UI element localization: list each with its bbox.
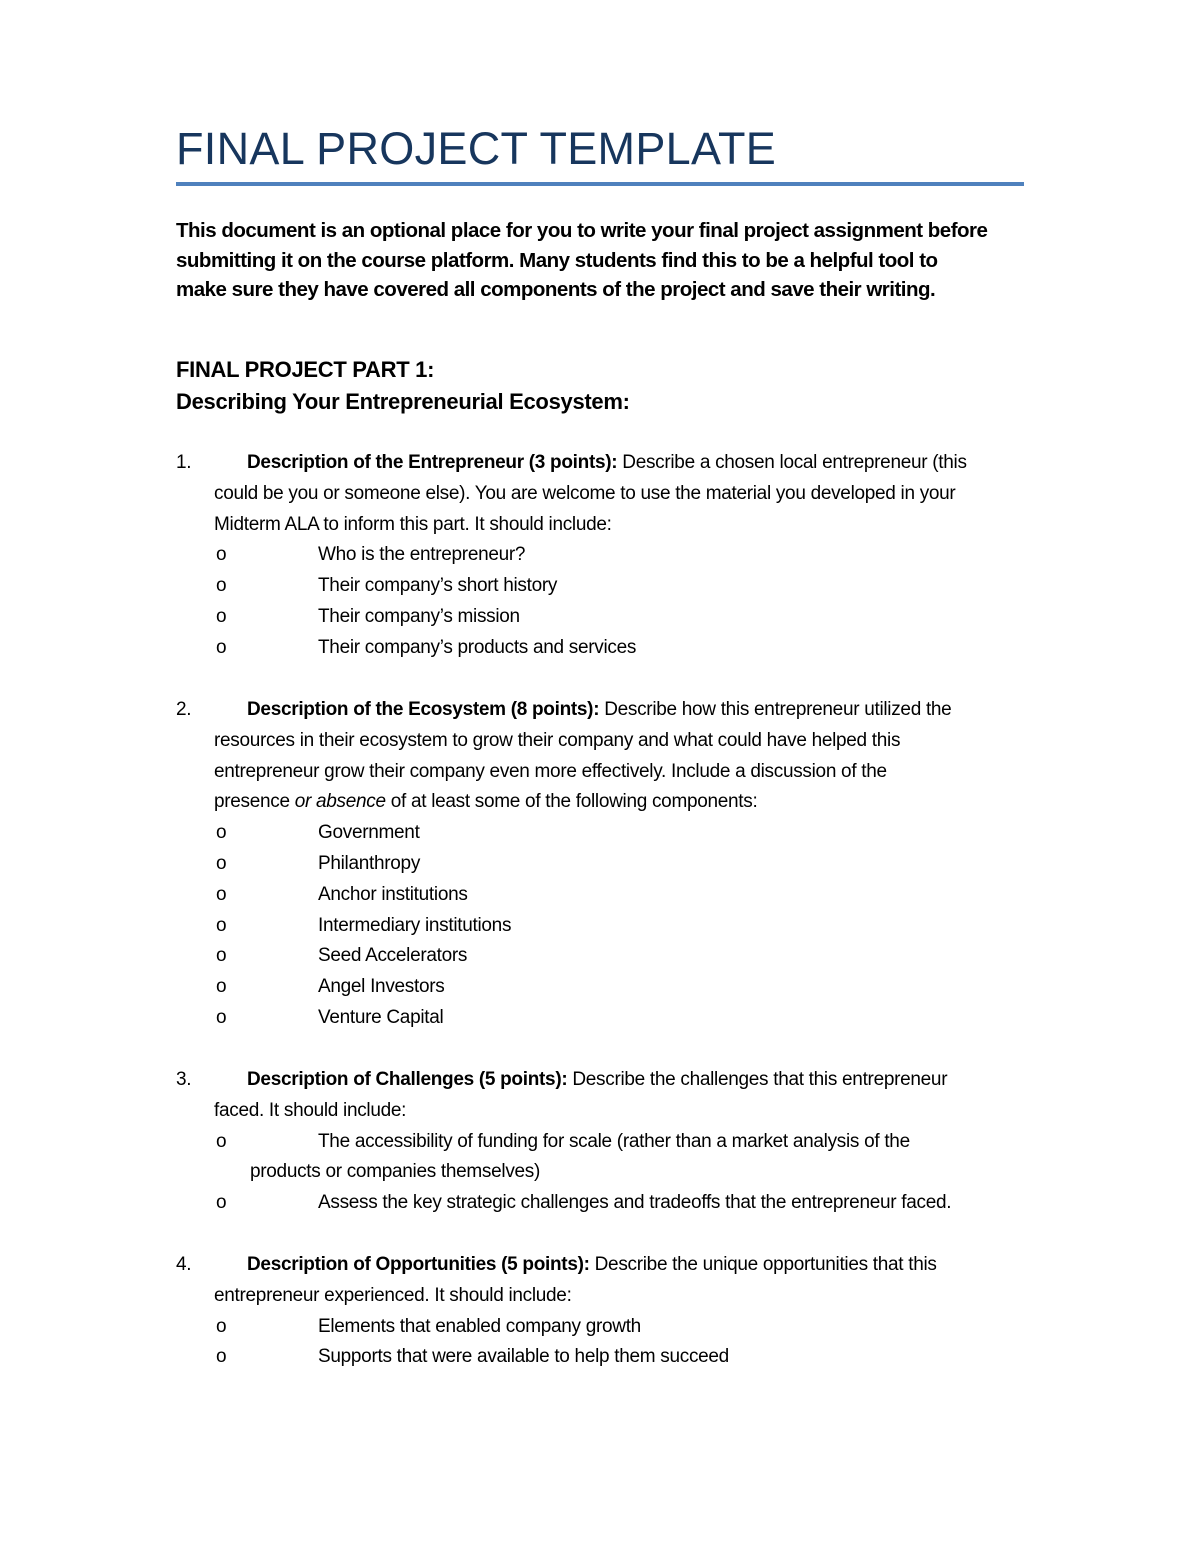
section-first-line: [176, 1065, 1036, 1096]
section-text: Describe the unique opportunities that this: [589, 1254, 937, 1275]
bullet-marker: o: [216, 1192, 227, 1214]
section-text: Describe the challenges that this entrepreneur: [567, 1069, 948, 1090]
section-label: Description of Opportunities (5 points):: [247, 1254, 590, 1275]
section-text-line: could be you or someone else). You are welcome to use the material you developed in your: [214, 482, 956, 504]
bullet-marker: o: [216, 636, 227, 658]
section-4: [176, 1250, 1036, 1373]
list-item-text: Who is the entrepreneur?: [318, 544, 526, 566]
list-item: [176, 1312, 1036, 1343]
intro-line: This document is an optional place for you to write your final project assignment before: [176, 219, 988, 242]
bullet-marker: o: [216, 1130, 227, 1152]
section-text-italic: or absence: [294, 791, 386, 813]
list-item: [176, 849, 1036, 880]
section-number: 3.: [176, 1069, 192, 1090]
section-number: 2.: [176, 699, 192, 720]
section-2: [176, 695, 1036, 1034]
list-item: [176, 571, 1036, 602]
section-text: Describe how this entrepreneur utilized the: [599, 699, 952, 720]
list-item-text: Intermediary institutions: [318, 914, 512, 936]
section-text: presence: [214, 791, 295, 813]
section-text: Describe a chosen local entrepreneur (this: [617, 452, 967, 473]
part-heading: [176, 354, 630, 418]
bullet-marker: o: [216, 914, 227, 936]
section-text-line: [176, 787, 1036, 818]
list-item: [176, 602, 1036, 633]
part-heading-line1: FINAL PROJECT PART 1:: [176, 357, 435, 382]
section-text-line: Midterm ALA to inform this part. It should include:: [214, 513, 612, 535]
list-item-text: Elements that enabled company growth: [318, 1315, 641, 1337]
list-item-text: Their company’s short history: [318, 575, 558, 597]
section-label: Description of Challenges (5 points):: [247, 1069, 568, 1090]
bullet-marker: o: [216, 852, 227, 874]
bullet-marker: o: [216, 883, 227, 905]
section-number: 4.: [176, 1254, 192, 1275]
bullet-marker: o: [216, 544, 227, 566]
section-1: [176, 448, 1036, 664]
section-text-line: resources in their ecosystem to grow their company and what could have helped this: [214, 729, 901, 751]
list-item-text: Seed Accelerators: [318, 945, 468, 967]
intro-line: submitting it on the course platform. Many students find this to be a helpful tool to: [176, 248, 938, 272]
list-item-text: Their company’s products and services: [318, 636, 637, 658]
section-text: of at least some of the following components:: [385, 791, 758, 813]
bullet-marker: o: [216, 1346, 227, 1368]
section-text-line: entrepreneur grow their company even more effectively. Include a discussion of the: [214, 760, 887, 782]
section-text-line: faced. It should include:: [214, 1099, 407, 1121]
intro-paragraph: [176, 216, 1036, 305]
list-item-continuation: products or companies themselves): [250, 1161, 541, 1183]
section-number: 1.: [176, 452, 192, 473]
list-item: [176, 972, 1036, 1003]
title-underline: [176, 182, 1024, 186]
list-item-text: Angel Investors: [318, 976, 445, 998]
list-item-text: Philanthropy: [318, 852, 421, 874]
list-item-text: The accessibility of funding for scale (rather than a market analysis of the: [318, 1130, 910, 1152]
list-item: [176, 911, 1036, 942]
list-item-text: Venture Capital: [318, 1006, 444, 1028]
bullet-marker: o: [216, 1315, 227, 1337]
list-item: [176, 1188, 1036, 1219]
bullet-marker: o: [216, 1006, 227, 1028]
list-item-text: Supports that were available to help them succeed: [318, 1346, 729, 1368]
list-item-text: Their company’s mission: [318, 605, 520, 627]
list-item-text: Assess the key strategic challenges and tradeoffs that the entrepreneur faced.: [318, 1192, 952, 1214]
bullet-marker: o: [216, 945, 227, 967]
bullet-marker: o: [216, 575, 227, 597]
intro-line: make sure they have covered all components of the project and save their writing.: [176, 278, 936, 301]
section-first-line: [176, 695, 1036, 726]
section-label: Description of the Entrepreneur (3 points):: [247, 452, 618, 473]
list-item-text: Government: [318, 822, 420, 844]
bullet-marker: o: [216, 822, 227, 844]
section-3: [176, 1065, 1036, 1219]
list-item: [176, 1003, 1036, 1034]
part-heading-line2: Describing Your Entrepreneurial Ecosystem:: [176, 389, 630, 414]
section-first-line: [176, 1250, 1036, 1281]
list-item-text: Anchor institutions: [318, 883, 468, 905]
list-item: [176, 1127, 1036, 1158]
bullet-marker: o: [216, 605, 227, 627]
list-item: [176, 818, 1036, 849]
list-item: [176, 880, 1036, 911]
section-text-line: entrepreneur experienced. It should include:: [214, 1284, 572, 1306]
list-item: [176, 633, 1036, 664]
section-first-line: [176, 448, 1036, 479]
section-label: Description of the Ecosystem (8 points):: [247, 699, 600, 720]
list-item: [176, 540, 1036, 571]
bullet-marker: o: [216, 976, 227, 998]
list-item: [176, 1342, 1036, 1373]
document-title: FINAL PROJECT TEMPLATE: [176, 123, 777, 174]
list-item: [176, 941, 1036, 972]
